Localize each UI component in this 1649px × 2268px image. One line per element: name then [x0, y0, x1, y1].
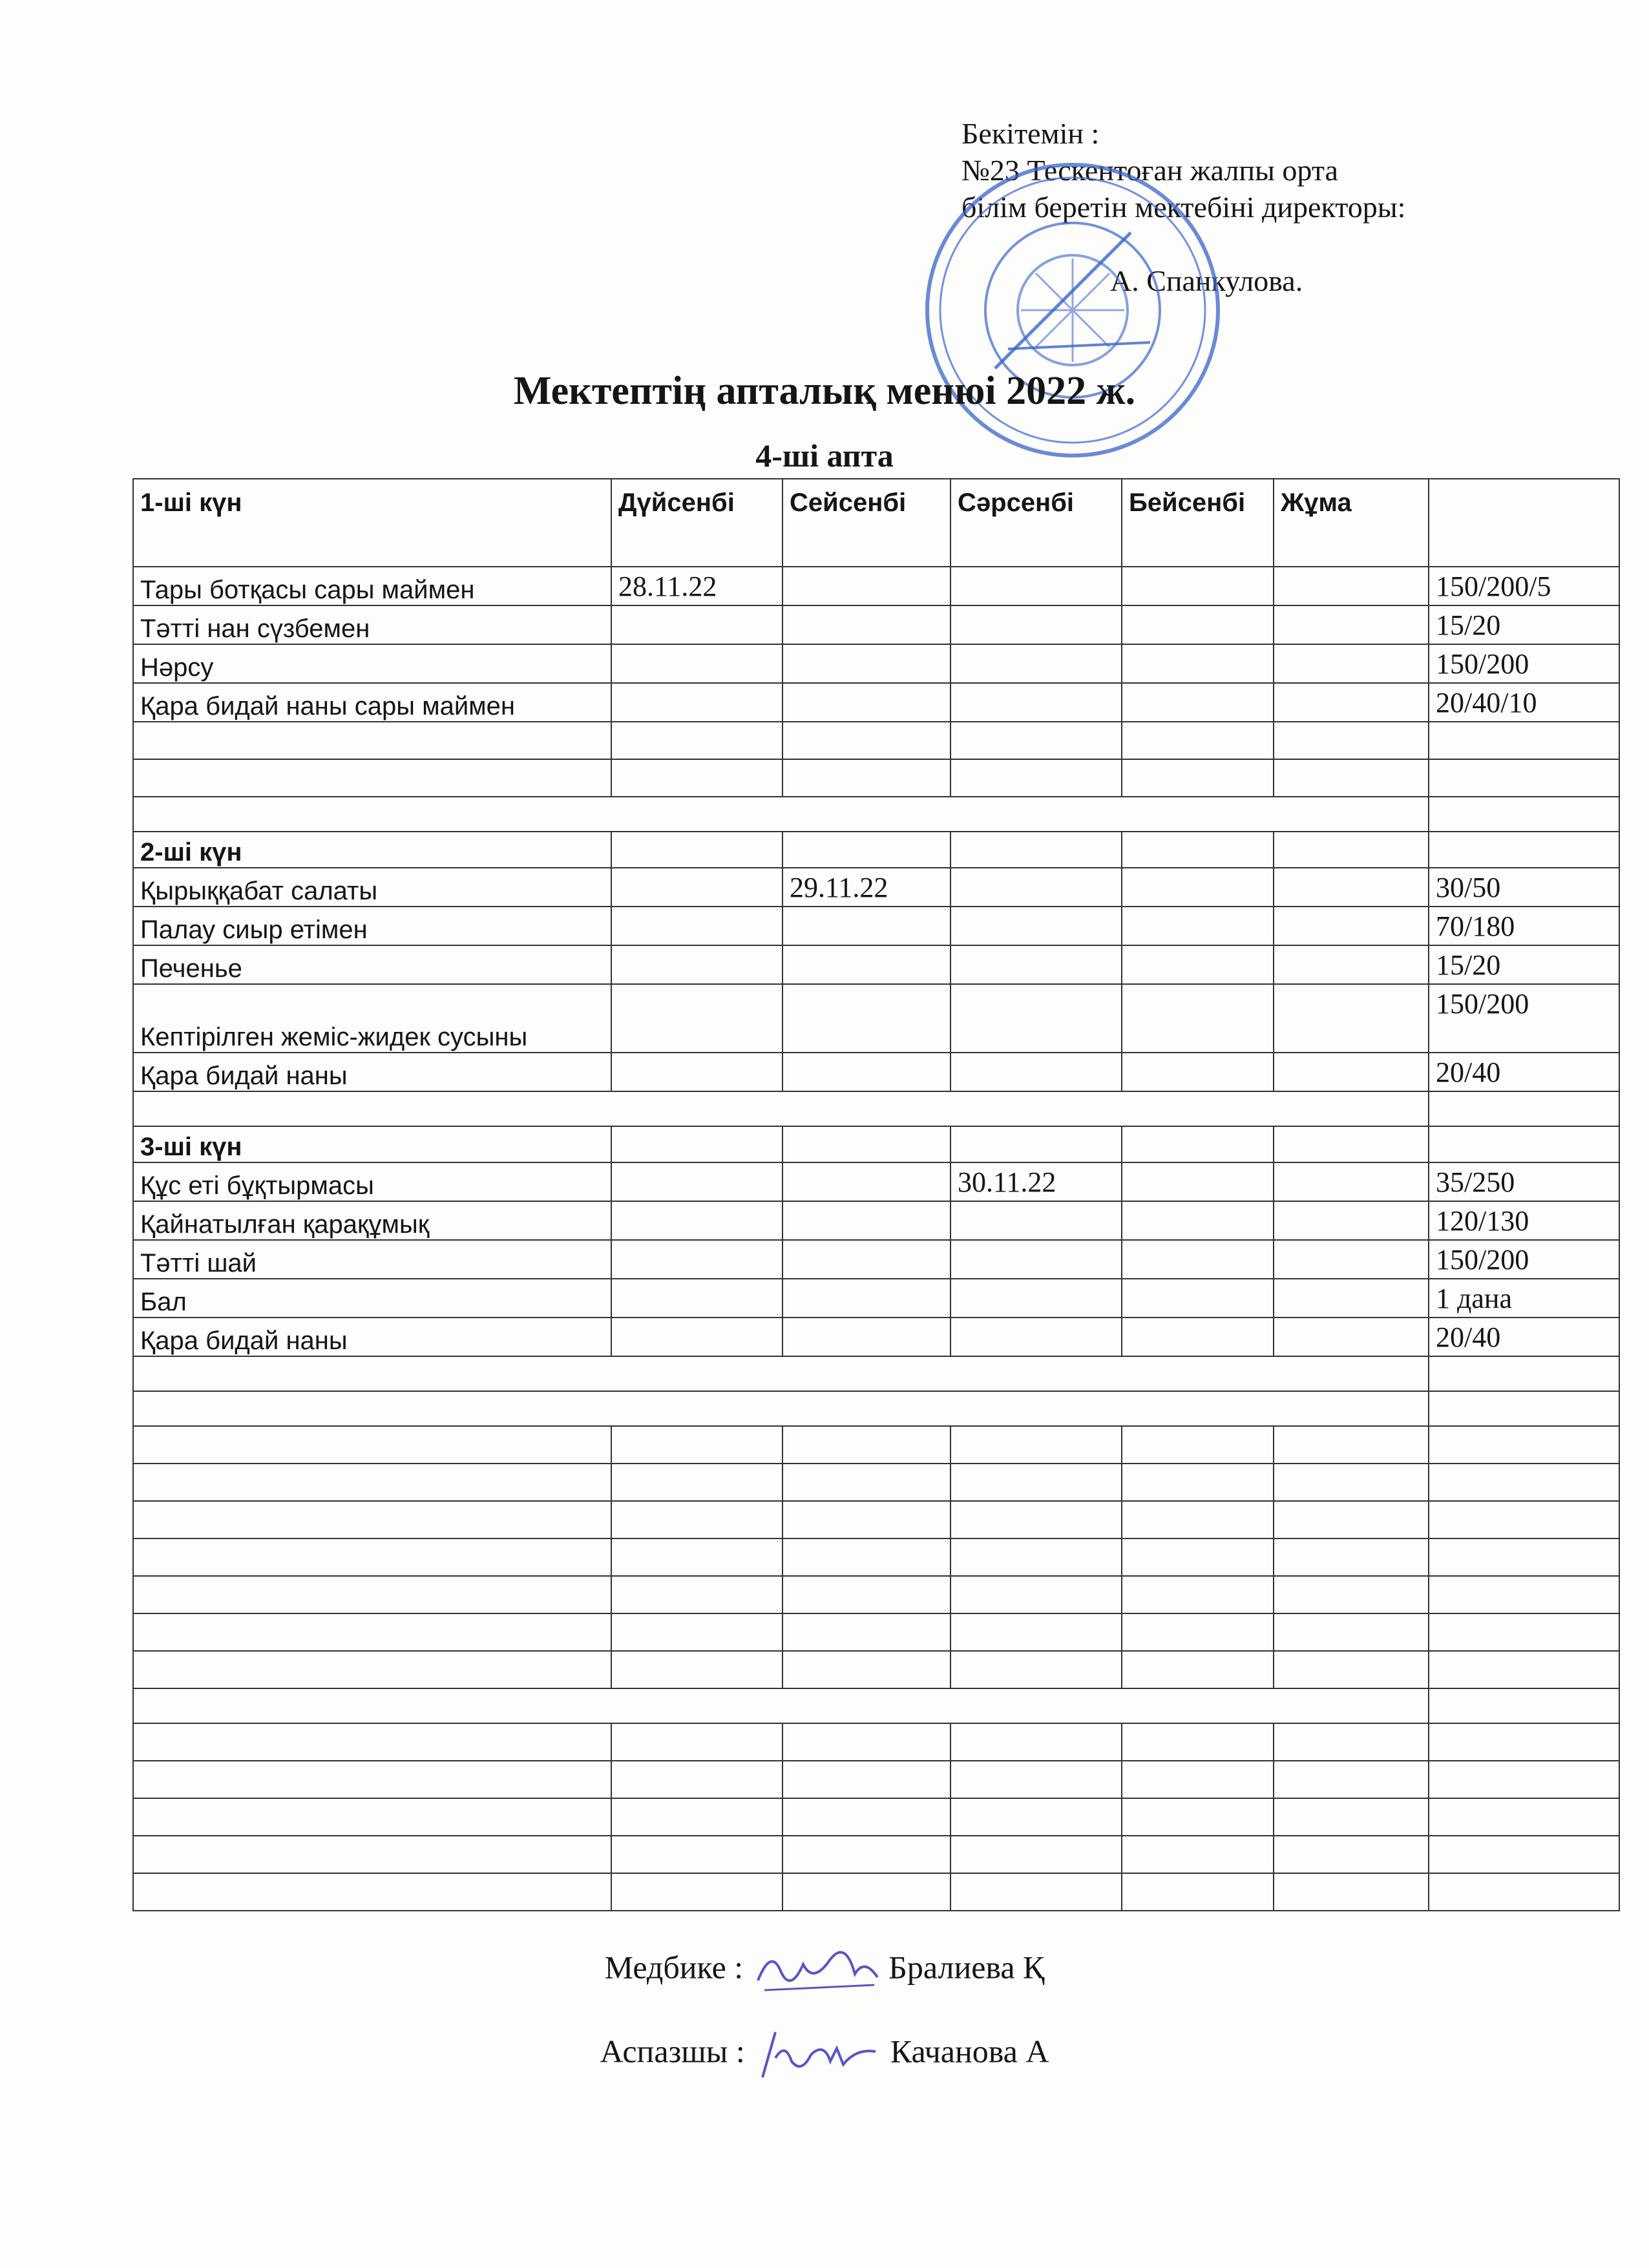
nurse-signature-icon — [751, 1945, 881, 1997]
date-cell: 29.11.22 — [782, 868, 951, 907]
dish-name: Құс еті бұқтырмасы — [133, 1162, 611, 1201]
portion-cell: 15/20 — [1429, 605, 1619, 644]
nurse-name: Бралиева Қ — [888, 1949, 1045, 1986]
header-thursday: Бейсенбі — [1122, 479, 1274, 567]
empty-row — [133, 1836, 1619, 1873]
table-header-row — [133, 479, 1619, 567]
table-row — [133, 907, 1619, 945]
dish-name: Қырыққабат салаты — [133, 868, 611, 907]
table-row — [133, 1318, 1619, 1356]
portion-cell: 20/40/10 — [1429, 683, 1619, 722]
dish-name: Бал — [133, 1279, 611, 1318]
empty-row — [133, 1426, 1619, 1464]
empty-row — [133, 1873, 1619, 1911]
spacer-row — [133, 1091, 1619, 1126]
director-name: А. Спанкулова. — [1110, 264, 1303, 297]
portion-cell: 150/200/5 — [1429, 567, 1619, 605]
date-cell: 30.11.22 — [951, 1162, 1122, 1201]
table-row — [133, 1279, 1619, 1318]
header-tuesday: Сейсенбі — [782, 479, 951, 567]
portion-cell: 20/40 — [1429, 1318, 1619, 1356]
empty-row — [133, 1576, 1619, 1613]
approval-line-3: білім беретін мектебіні директоры: — [961, 191, 1406, 224]
spacer-row — [133, 1688, 1619, 1723]
empty-row — [133, 1464, 1619, 1501]
week-subtitle: 4-ші апта — [755, 437, 894, 474]
portion-cell: 30/50 — [1429, 868, 1619, 907]
cook-signature-icon — [753, 2029, 882, 2081]
empty-row — [133, 722, 1619, 759]
portion-cell: 70/180 — [1429, 907, 1619, 945]
empty-row — [133, 1798, 1619, 1836]
header-wednesday: Сәрсенбі — [951, 479, 1122, 567]
table-row — [133, 1162, 1619, 1201]
school-stamp-icon — [918, 155, 1228, 465]
nurse-label: Медбике : — [604, 1949, 744, 1986]
cook-signature-line — [0, 2029, 1649, 2081]
empty-row — [133, 1538, 1619, 1576]
date-cell: 28.11.22 — [611, 567, 782, 605]
dish-name: Печенье — [133, 945, 611, 984]
empty-row — [133, 759, 1619, 797]
dish-name: Кептірілген жеміс-жидек сусыны — [133, 984, 611, 1053]
cook-name: Качанова А — [890, 2033, 1049, 2070]
empty-row — [133, 1651, 1619, 1688]
table-row — [133, 1201, 1619, 1240]
day-row — [133, 1126, 1619, 1162]
dish-name: Қара бидай наны сары маймен — [133, 683, 611, 722]
table-row — [133, 984, 1619, 1053]
table-row — [133, 1053, 1619, 1091]
nurse-signature-line — [0, 1945, 1649, 1997]
dish-name: Тәтті шай — [133, 1240, 611, 1279]
dish-name: Палау сиыр етімен — [133, 907, 611, 945]
empty-row — [133, 1613, 1619, 1651]
dish-name: Тәтті нан сүзбемен — [133, 605, 611, 644]
menu-table — [132, 478, 1620, 1911]
table-row — [133, 945, 1619, 984]
cook-label: Аспазшы : — [600, 2033, 745, 2070]
portion-cell: 150/200 — [1429, 644, 1619, 683]
table-row — [133, 644, 1619, 683]
day-row — [133, 832, 1619, 868]
header-friday: Жұма — [1274, 479, 1429, 567]
spacer-row — [133, 1356, 1619, 1391]
portion-cell: 15/20 — [1429, 945, 1619, 984]
day-2-label: 2-ші күн — [133, 832, 611, 868]
table-row — [133, 683, 1619, 722]
dish-name: Қайнатылған қарақұмық — [133, 1201, 611, 1240]
header-day-1: 1-ші күн — [133, 479, 611, 567]
portion-cell: 150/200 — [1429, 1240, 1619, 1279]
portion-cell: 1 дана — [1429, 1279, 1619, 1318]
empty-row — [133, 1501, 1619, 1538]
portion-cell: 120/130 — [1429, 1201, 1619, 1240]
approval-line-2: №23 Тескентоған жалпы орта — [961, 154, 1338, 187]
dish-name: Нәрсу — [133, 644, 611, 683]
spacer-row — [133, 797, 1619, 832]
day-3-label: 3-ші күн — [133, 1126, 611, 1162]
table-row — [133, 868, 1619, 907]
empty-row — [133, 1723, 1619, 1761]
header-portion — [1429, 479, 1619, 567]
portion-cell: 20/40 — [1429, 1053, 1619, 1091]
page-title: Мектептің апталық менюі 2022 ж. — [513, 369, 1136, 413]
header-monday: Дүйсенбі — [611, 479, 782, 567]
table-row — [133, 605, 1619, 644]
portion-cell: 150/200 — [1429, 984, 1619, 1053]
table-row — [133, 567, 1619, 605]
empty-row — [133, 1761, 1619, 1798]
spacer-row — [133, 1391, 1619, 1426]
approval-line-1: Бекітемін : — [961, 117, 1100, 150]
dish-name: Қара бидай наны — [133, 1318, 611, 1356]
dish-name: Қара бидай наны — [133, 1053, 611, 1091]
table-row — [133, 1240, 1619, 1279]
portion-cell: 35/250 — [1429, 1162, 1619, 1201]
dish-name: Тары ботқасы сары маймен — [133, 567, 611, 605]
